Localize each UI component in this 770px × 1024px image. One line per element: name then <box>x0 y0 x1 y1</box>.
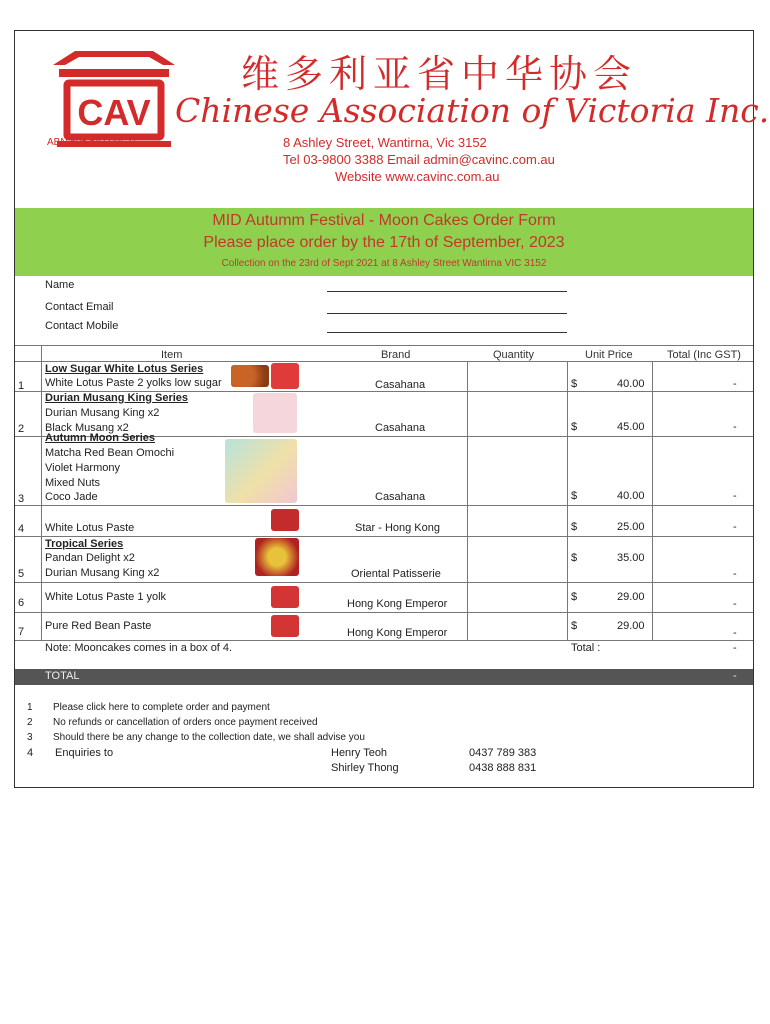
row-line: Violet Harmony <box>45 462 120 474</box>
mooncake-box-photo <box>225 439 297 503</box>
mooncake-box-photo <box>271 615 299 637</box>
contact-phone: 0438 888 831 <box>469 762 537 774</box>
row-brand: Star - Hong Kong <box>355 522 440 534</box>
row-price: 29.00 <box>617 591 645 603</box>
header-bottom-border <box>15 361 753 362</box>
row-border <box>15 612 753 613</box>
col-unit-price: Unit Price <box>585 349 633 361</box>
currency: $ <box>571 591 578 603</box>
mooncake-photo <box>231 365 269 387</box>
row-number: 3 <box>18 493 25 505</box>
name-input-line[interactable] <box>327 291 567 292</box>
row-number: 1 <box>18 380 25 392</box>
row-title: Durian Musang King Series <box>45 392 189 404</box>
contact-name: Henry Teoh <box>331 747 388 759</box>
address: 8 Ashley Street, Wantirna, Vic 3152 <box>283 135 487 150</box>
mooncake-box-photo <box>253 393 297 433</box>
box-note: Note: Mooncakes comes in a box of 4. <box>45 642 233 654</box>
row-border <box>15 536 753 537</box>
row-number: 2 <box>18 423 25 435</box>
phone-email: Tel 03-9800 3388 Email admin@cavinc.com.au <box>283 152 555 167</box>
row-line: Pure Red Bean Paste <box>45 620 152 632</box>
email-input-line[interactable] <box>327 313 567 314</box>
footnote-number: 3 <box>27 732 33 743</box>
footnote-number: 1 <box>27 702 33 713</box>
row-border <box>15 582 753 583</box>
row-total: - <box>733 627 737 639</box>
row-line: Black Musang x2 <box>45 422 129 434</box>
col-divider <box>467 361 468 640</box>
row-brand: Hong Kong Emperor <box>347 598 448 610</box>
footnote-number: 4 <box>27 747 34 759</box>
row-price: 35.00 <box>617 552 645 564</box>
row-price: 29.00 <box>617 620 645 632</box>
svg-text:CAV: CAV <box>77 92 151 133</box>
row-brand: Casahana <box>375 422 426 434</box>
row-brand: Casahana <box>375 491 426 503</box>
title-banner <box>15 208 753 276</box>
currency: $ <box>571 378 578 390</box>
mobile-label: Contact Mobile <box>45 320 119 332</box>
footnote-text: Should there be any change to the collection date, we shall advise you <box>53 732 365 743</box>
payment-link[interactable]: Please click here to complete order and payment <box>53 702 270 713</box>
row-number: 7 <box>18 626 25 638</box>
contact-phone: 0437 789 383 <box>469 747 537 759</box>
row-price: 45.00 <box>617 421 645 433</box>
row-brand: Oriental Patisserie <box>351 568 441 580</box>
col-divider <box>41 345 42 641</box>
row-brand: Hong Kong Emperor <box>347 627 448 639</box>
row-title: Tropical Series <box>45 538 124 550</box>
currency: $ <box>571 521 578 533</box>
collection-info: Collection on the 23rd of Sept 2021 at 8 Ashley Street Wantirna VIC 3152 <box>221 258 547 269</box>
row-total: - <box>733 378 737 390</box>
currency: $ <box>571 620 578 632</box>
website: Website www.cavinc.com.au <box>335 169 500 184</box>
row-line: Durian Musang King x2 <box>45 567 160 579</box>
row-line: Durian Musang King x2 <box>45 407 160 419</box>
footnote-text: Enquiries to <box>55 747 114 759</box>
chinese-title: 维多利亚省中华协会 <box>241 52 638 96</box>
col-divider <box>567 361 568 640</box>
subtotal-value: - <box>733 642 737 654</box>
col-quantity: Quantity <box>493 349 534 361</box>
row-title: Autumn Moon Series <box>45 432 156 444</box>
row-brand: Casahana <box>375 379 426 391</box>
row-total: - <box>733 568 737 580</box>
form-title: MID Autumm Festival - Moon Cakes Order Form <box>212 212 556 229</box>
footnote-number: 2 <box>27 717 33 728</box>
name-label: Name <box>45 279 75 291</box>
row-total: - <box>733 521 737 533</box>
col-item: Item <box>161 349 183 361</box>
row-total: - <box>733 490 737 502</box>
grand-total-value: - <box>733 670 737 682</box>
row-line: Mixed Nuts <box>45 477 101 489</box>
row-line: White Lotus Paste 2 yolks low sugar <box>45 377 222 389</box>
grand-total-bar <box>15 669 753 685</box>
currency: $ <box>571 490 578 502</box>
table-top-border <box>15 345 753 346</box>
row-border <box>15 640 753 641</box>
col-total: Total (Inc GST) <box>667 349 741 361</box>
row-price: 40.00 <box>617 490 645 502</box>
row-total: - <box>733 421 737 433</box>
row-line: White Lotus Paste <box>45 522 135 534</box>
subtotal-label: Total : <box>571 642 601 654</box>
col-divider <box>652 361 653 640</box>
mooncake-box-photo <box>271 363 299 389</box>
row-total: - <box>733 598 737 610</box>
mooncake-box-photo <box>271 509 299 531</box>
currency: $ <box>571 421 578 433</box>
row-number: 5 <box>18 568 25 580</box>
row-title: Low Sugar White Lotus Series <box>45 363 204 375</box>
mobile-input-line[interactable] <box>327 332 567 333</box>
association-name: Chinese Association of Victoria Inc. <box>175 91 770 130</box>
row-line: White Lotus Paste 1 yolk <box>45 591 167 603</box>
row-line: Pandan Delight x2 <box>45 552 135 564</box>
row-price: 25.00 <box>617 521 645 533</box>
mooncake-box-photo <box>255 538 299 576</box>
row-number: 4 <box>18 523 25 535</box>
row-border <box>15 505 753 506</box>
row-price: 40.00 <box>617 378 645 390</box>
currency: $ <box>571 552 578 564</box>
contact-name: Shirley Thong <box>331 762 399 774</box>
row-number: 6 <box>18 597 25 609</box>
col-brand: Brand <box>381 349 411 361</box>
order-deadline: Please place order by the 17th of September, 2023 <box>203 234 565 251</box>
footnote-text: No refunds or cancellation of orders once payment received <box>53 717 318 728</box>
row-line: Coco Jade <box>45 491 98 503</box>
grand-total-label: TOTAL <box>45 670 80 682</box>
mooncake-box-photo <box>271 586 299 608</box>
abn-number: ABN 605 587148 21 <box>47 137 138 148</box>
email-label: Contact Email <box>45 301 114 313</box>
row-line: Matcha Red Bean Omochi <box>45 447 175 459</box>
order-form <box>14 30 770 788</box>
